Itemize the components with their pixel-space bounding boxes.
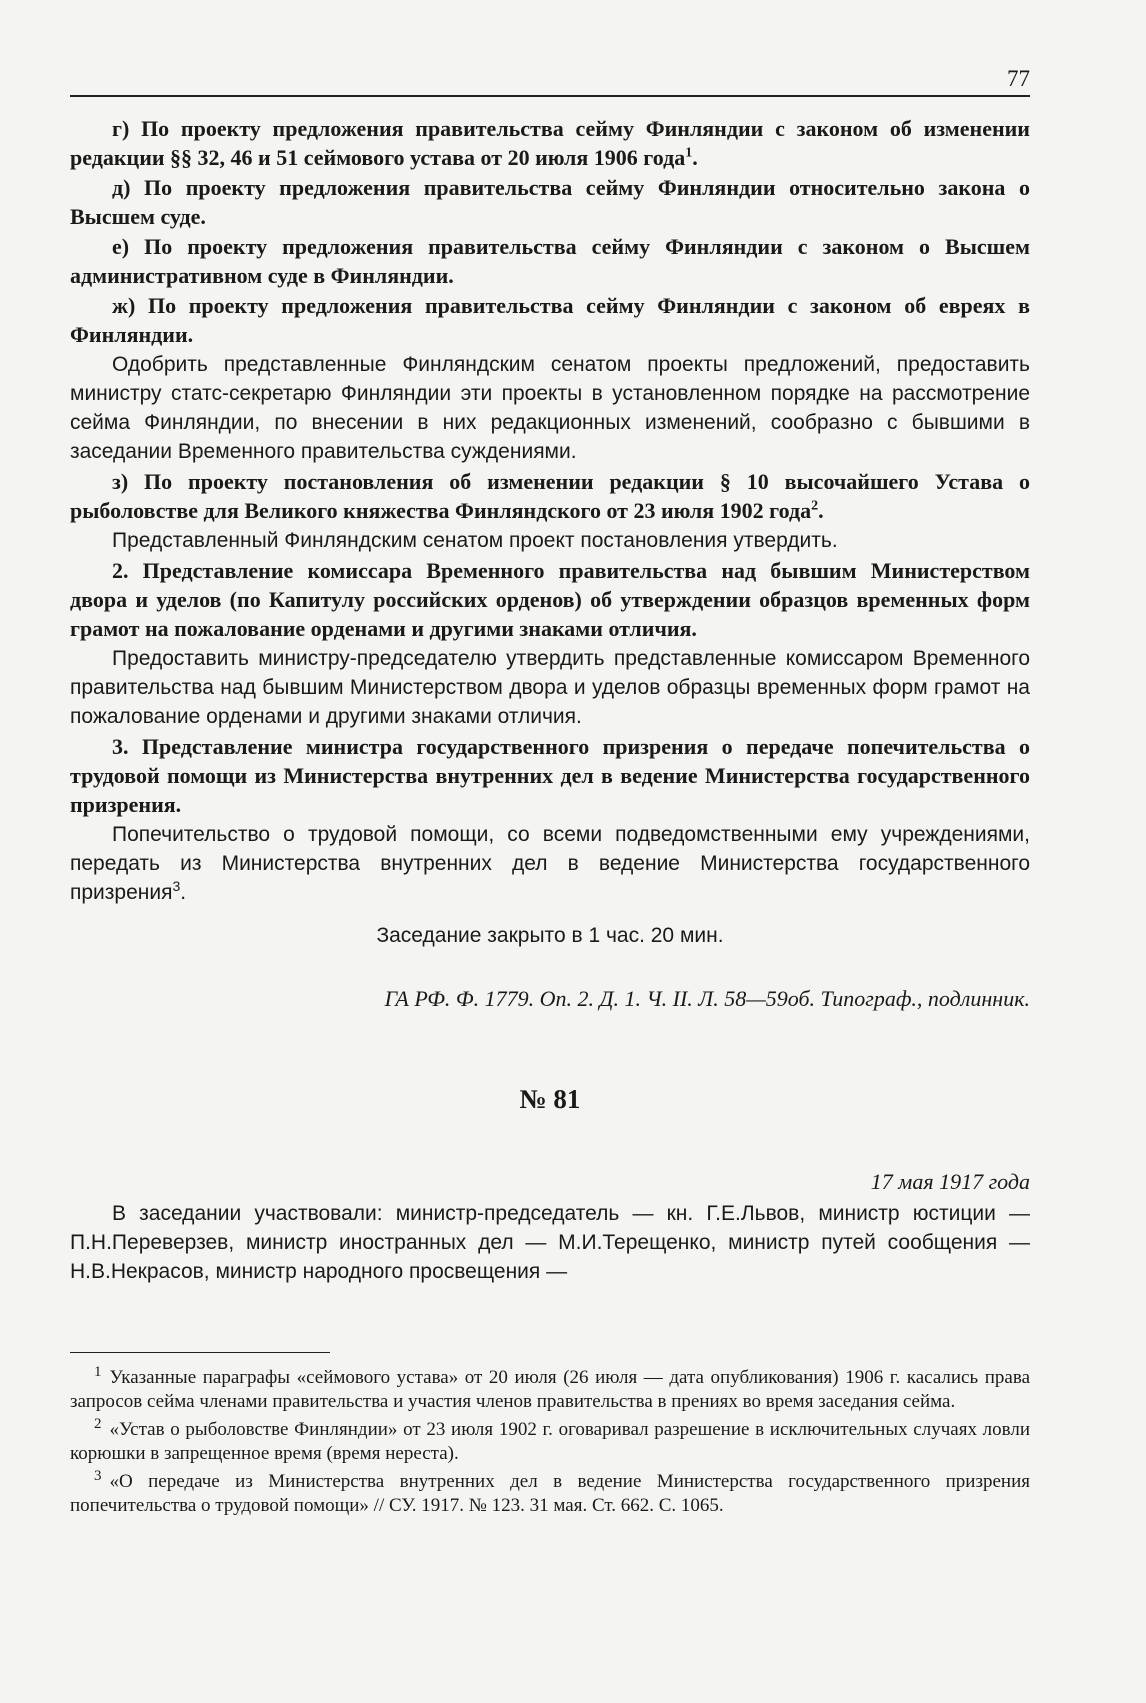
paragraph-item-z: [70, 467, 1030, 525]
paragraph-tail: .: [180, 881, 187, 904]
agenda-item-3: 3. Представление министра государственного призрения о передаче попечительства о трудовой помощи из Министерства внутренних дел в ведение Министерства государственного призрения.: [70, 734, 1030, 817]
paragraph-text: Попечительство о трудовой помощи, со всеми подведомственными ему учреждениями, передать из Министерства внутренних дел в ведение Министерства государственного призрения: [70, 823, 1030, 904]
footnote-number: 3: [94, 1467, 102, 1484]
footnote-ref: 3: [172, 878, 181, 894]
document-date: 17 мая 1917 года: [870, 1169, 1030, 1194]
header-rule: [70, 95, 1030, 97]
footnote-text: Указанные параграфы «сеймового устава» от 20 июля (26 июля — дата опубликования) 1906 г. касались права запросов сейма членами правительства и участия членов правительства в прениях во время заседания сейма.: [70, 1367, 1030, 1412]
page-number: 77: [1007, 66, 1030, 91]
resolution-paragraph: Одобрить представленные Финляндским сенатом проекты предложений, предоставить министру статс-секретарю Финляндии эти проекты в установленном порядке на рассмотрение сейма Финляндии, по внесении в них редакционных изменений, сообразно с бывшими в заседании Временного правительства суждениями.: [70, 353, 1030, 463]
footnote-ref: 2: [811, 498, 819, 514]
paragraph-text: г) По проекту предложения правительства сейму Финляндии с законом об изменении редакции §§ 32, 46 и 51 сеймового устава от 20 июля 1906 года: [70, 116, 1030, 170]
paragraph-item-e: е) По проекту предложения правительства сейму Финляндии с законом о Высшем административном суде в Финляндии.: [70, 234, 1030, 288]
agenda-item-2: 2. Представление комиссара Временного правительства над бывшим Министерством двора и уделов (по Капитулу российских орденов) об утверждении образцов временных форм грамот на пожалование орденами и другими знаками отличия.: [70, 558, 1030, 641]
attendance-paragraph: В заседании участвовали: министр-председатель — кн. Г.Е.Львов, министр юстиции — П.Н.Переверзев, министр иностранных дел — М.И.Терещенко, министр путей сообщения — Н.В.Некрасов, министр народного просвещения —: [70, 1202, 1030, 1283]
resolution-paragraph: Предоставить министру-председателю утвердить представленные комиссаром Временного правительства над бывшим Министерством двора и уделов образцы временных форм грамот на пожалование орденами и другими знаками отличия.: [70, 647, 1030, 728]
document-number: № 81: [519, 1084, 581, 1114]
footnote-number: 1: [94, 1363, 102, 1380]
source-citation: ГА РФ. Ф. 1779. Оп. 2. Д. 1. Ч. II. Л. 58—59об. Типограф., подлинник.: [384, 986, 1030, 1011]
footnote-text: «О передаче из Министерства внутренних дел в ведение Министерства государственного призрения попечительства о трудовой помощи» // СУ. 1917. № 123. 31 мая. Ст. 662. С. 1065.: [70, 1471, 1030, 1516]
footnotes: [70, 1363, 1030, 1522]
resolution-paragraph: Представленный Финляндским сенатом проект постановления утвердить.: [112, 529, 838, 552]
paragraph-tail: .: [818, 498, 824, 523]
paragraph-item-d: д) По проекту предложения правительства сейму Финляндии относительно закона о Высшем суде.: [70, 175, 1030, 229]
footnote-text: «Устав о рыболовстве Финляндии» от 23 июля 1902 г. оговаривал разрешение в исключительных случаях ловли корюшки в запрещенное время (время нереста).: [70, 1419, 1030, 1464]
footnote-number: 2: [94, 1415, 102, 1432]
paragraph-tail: .: [692, 145, 698, 170]
paragraph-item-zh: ж) По проекту предложения правительства сейму Финляндии с законом об евреях в Финляндии.: [70, 293, 1030, 347]
session-closed-note: Заседание закрыто в 1 час. 20 мин.: [376, 924, 724, 947]
footnote-1: [70, 1363, 1030, 1414]
footnote-3: [70, 1467, 1030, 1518]
footnote-rule: [70, 1352, 330, 1353]
footnote-2: [70, 1415, 1030, 1466]
main-text: [70, 114, 1030, 1287]
footnote-ref: 1: [685, 145, 693, 161]
paragraph-item-g: [70, 114, 1030, 172]
paragraph-text: з) По проекту постановления об изменении редакции § 10 высочайшего Устава о рыболовстве для Великого княжества Финляндского от 23 июля 1902 года: [70, 469, 1030, 523]
resolution-paragraph: [70, 820, 1030, 907]
